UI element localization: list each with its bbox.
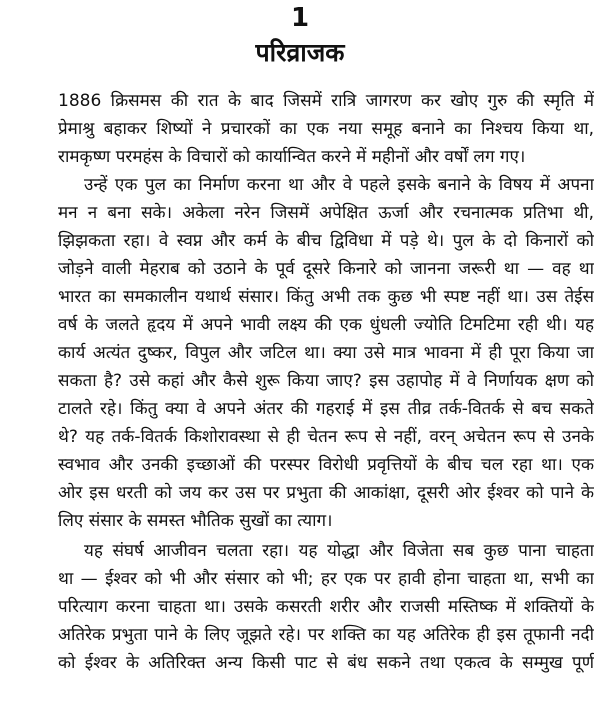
text-line: उन्हें एक पुल का निर्माण करना था और वे पहले इसके बनाने के विषय में अपना — [84, 175, 594, 195]
text-line: जोड़ने वाली मेहराब को उठाने के पूर्व दूसरे किनारे को जानना जरूरी था — वह था — [58, 259, 594, 279]
text-line: यह संघर्ष आजीवन चलता रहा। यह योद्धा और विजेता सब कुछ पाना चाहता — [84, 541, 594, 561]
text-line: 1886 क्रिसमस की रात के बाद जिसमें रात्रि जागरण कर खोए गुरु की स्मृति में — [58, 91, 594, 111]
text-line: वर्ष के जलते हृदय में अपने भावी लक्ष्य की एक धुंधली ज्योति टिमटिमा रही थी। यह — [58, 315, 594, 335]
text-line: मन न बना सके। अकेला नरेन जिसमें अपेक्षित ऊर्जा और रचनात्मक प्रतिभा थी, — [58, 203, 594, 223]
text-line: अतिरेक प्रभुता पाने के लिए जूझते रहे। पर शक्ति का यह अतिरेक ही इस तूफानी नदी — [58, 625, 594, 645]
text-line: भारत का समकालीन यथार्थ संसार। किंतु अभी तक कुछ भी स्पष्ट नहीं था। उस तेईस — [58, 287, 594, 307]
text-line: परित्याग करना चाहता था। उसके कसरती शरीर और राजसी मस्तिष्क में शक्तियों के — [58, 597, 594, 617]
text-line: झिझकता रहा। वे स्वप्न और कर्म के बीच द्विविधा में पड़े थे। पुल के दो किनारों को — [58, 231, 594, 251]
chapter-number: 1 — [290, 3, 310, 33]
text-line: प्रेमाश्रु बहाकर शिष्यों ने प्रचारकों का एक नया समूह बनाने का निश्चय किया था, — [58, 119, 594, 139]
text-line: सकता है? उसे कहां और कैसे शुरू किया जाए? इस उहापोह में वे निर्णायक क्षण को — [58, 371, 594, 391]
text-line: ओर इस धरती को जय कर उस पर प्रभुता की आकांक्षा, दूसरी ओर ईश्वर को पाने के — [58, 483, 594, 503]
text-line: टालते रहे। किंतु क्या वे अपने अंतर की गहराई में इस तीव्र तर्क-वितर्क से बच सकते — [58, 399, 594, 419]
text-line: था — ईश्वर को भी और संसार को भी; हर एक पर हावी होना चाहता था, सभी का — [58, 569, 594, 589]
text-line: स्वभाव और उनकी इच्छाओं की परस्पर विरोधी प्रवृत्तियों के बीच चल रहा था। एक — [58, 455, 594, 475]
chapter-title: परिव्राजक — [255, 38, 345, 67]
text-line: कार्य अत्यंत दुष्कर, विपुल और जटिल था। क्या उसे मात्र भावना में ही पूरा किया जा — [58, 343, 594, 363]
text-line: रामकृष्ण परमहंस के विचारों को कार्यान्वित करने में महीनों और वर्षों लग गए। — [58, 147, 526, 167]
text-line: लिए संसार के समस्त भौतिक सुखों का त्याग। — [58, 511, 333, 531]
text-line: को ईश्वर के अतिरिक्त अन्य किसी पाट से बंध सकने तथा एकत्व के सम्मुख पूर्ण — [58, 653, 594, 673]
text-line: थे? यह तर्क-वितर्क किशोरावस्था से ही चेतन रूप से नहीं, वरन् अचेतन रूप से उनके — [58, 427, 594, 447]
